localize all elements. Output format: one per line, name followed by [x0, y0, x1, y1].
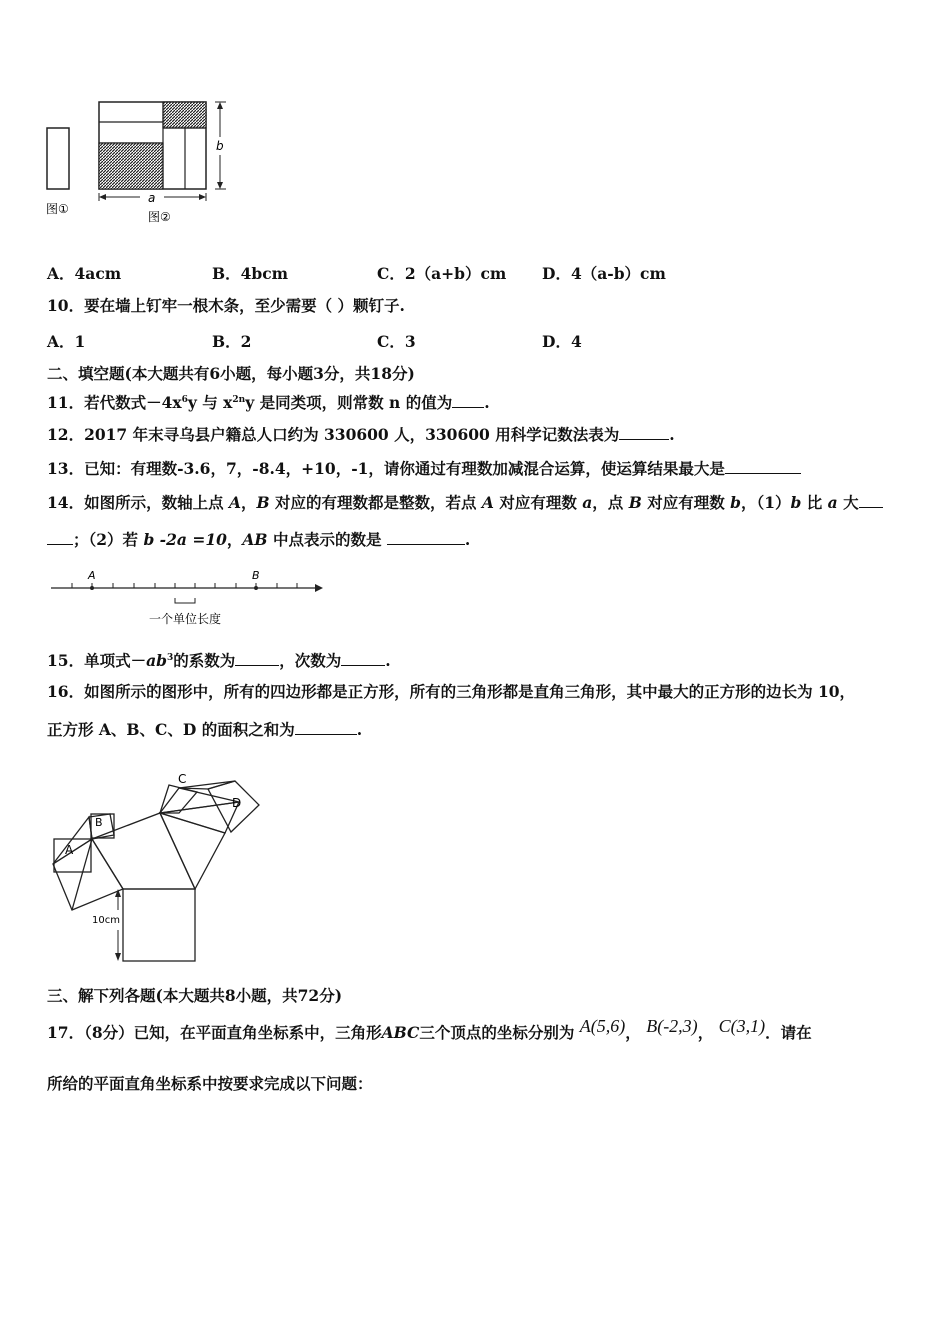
- fig-label-2: 图②: [148, 210, 171, 224]
- nl-label-b: B: [252, 569, 260, 582]
- unit-length-label: 一个单位长度: [149, 612, 222, 626]
- q14-blank-1a: [859, 492, 883, 508]
- q9-option-c: C．2（a+b）cm: [377, 264, 507, 283]
- section-2-heading: 二、填空题(本大题共有6小题，每小题3分，共18分): [47, 364, 415, 383]
- q10-option-c: C．3: [377, 332, 416, 351]
- pythagoras-tree-figure: [45, 750, 290, 970]
- square-b-label: B: [95, 816, 103, 829]
- square-d-label: D: [232, 796, 242, 810]
- q12-blank: [619, 424, 669, 440]
- side-length-label: 10cm: [92, 915, 120, 926]
- q14-blank-2: [387, 529, 465, 545]
- q15: 15．单项式$-ab^3$的系数为 ，次数为 .: [47, 651, 391, 671]
- point-c-coords: C(3,1): [718, 1016, 766, 1036]
- q15-blank-2: [341, 650, 385, 666]
- q9-option-a: A．4acm: [47, 264, 122, 283]
- q16-blank: [295, 719, 357, 735]
- square-c-label: C: [178, 772, 187, 786]
- number-line-figure: [45, 565, 335, 630]
- q9-option-b: B．4bcm: [212, 264, 289, 283]
- q14-line1: 14．如图所示，数轴上点 A，B 对应的有理数都是整数，若点 A 对应有理数 a，点 B 对应有理数 b，（1）b 比 a 大: [47, 492, 883, 513]
- q10-option-d: D．4: [542, 332, 582, 351]
- point-b: [254, 586, 258, 590]
- q12: 12．2017 年末寻乌县户籍总人口约为 330600 人，330600 用科学记数法表为 .: [47, 425, 675, 444]
- q16-line1: 16．如图所示的图形中，所有的四边形都是正方形，所有的三角形都是直角三角形，其中最大的正方形的边长为 10，: [47, 682, 856, 701]
- q10-option-a: A．1: [47, 332, 86, 351]
- q11-blank: [452, 392, 484, 408]
- q10-text: 10．要在墙上钉牢一根木条，至少需要（ ）颗钉子.: [47, 296, 405, 315]
- q10-option-b: B．2: [212, 332, 252, 351]
- q9-option-d: D．4（a-b）cm: [542, 264, 666, 283]
- q16-line2: 正方形 A、B、C、D 的面积之和为 .: [47, 720, 363, 739]
- q17-line2: 所给的平面直角坐标系中按要求完成以下问题：: [47, 1074, 373, 1093]
- nl-label-a: A: [88, 569, 96, 582]
- fig-a-label: a: [148, 191, 156, 205]
- figure-rectangles: [40, 95, 240, 230]
- q13-blank: [725, 458, 801, 474]
- point-a: [90, 586, 94, 590]
- fig-b-label: b: [216, 139, 224, 153]
- point-b-coords: B(-2,3): [646, 1016, 698, 1036]
- fig-label-1: 图①: [46, 202, 69, 216]
- q14-line2: ；（2）若 b -2a =10，AB 中点表示的数是 .: [47, 529, 470, 550]
- q11: 11．若代数式$-4x^6y$ 与 $x^{2n}y$ 是同类项，则常数 n 的值为 .: [47, 393, 490, 413]
- point-a-coords: A(5,6): [579, 1016, 626, 1036]
- q17-line1: 17．（8分）已知，在平面直角坐标系中，三角形ABC三个顶点的坐标分别为 A(5,6)， B(-2,3)， C(3,1)．请在: [47, 1016, 812, 1042]
- q15-blank-1: [235, 650, 279, 666]
- section-3-heading: 三、解下列各题(本大题共8小题，共72分): [47, 986, 343, 1005]
- q14-blank-1b: [47, 529, 73, 545]
- q13: 13．已知：有理数-3.6，7，-8.4，+10，-1，请你通过有理数加减混合运算，使运算结果最大是: [47, 458, 801, 479]
- square-a-label: A: [65, 843, 74, 857]
